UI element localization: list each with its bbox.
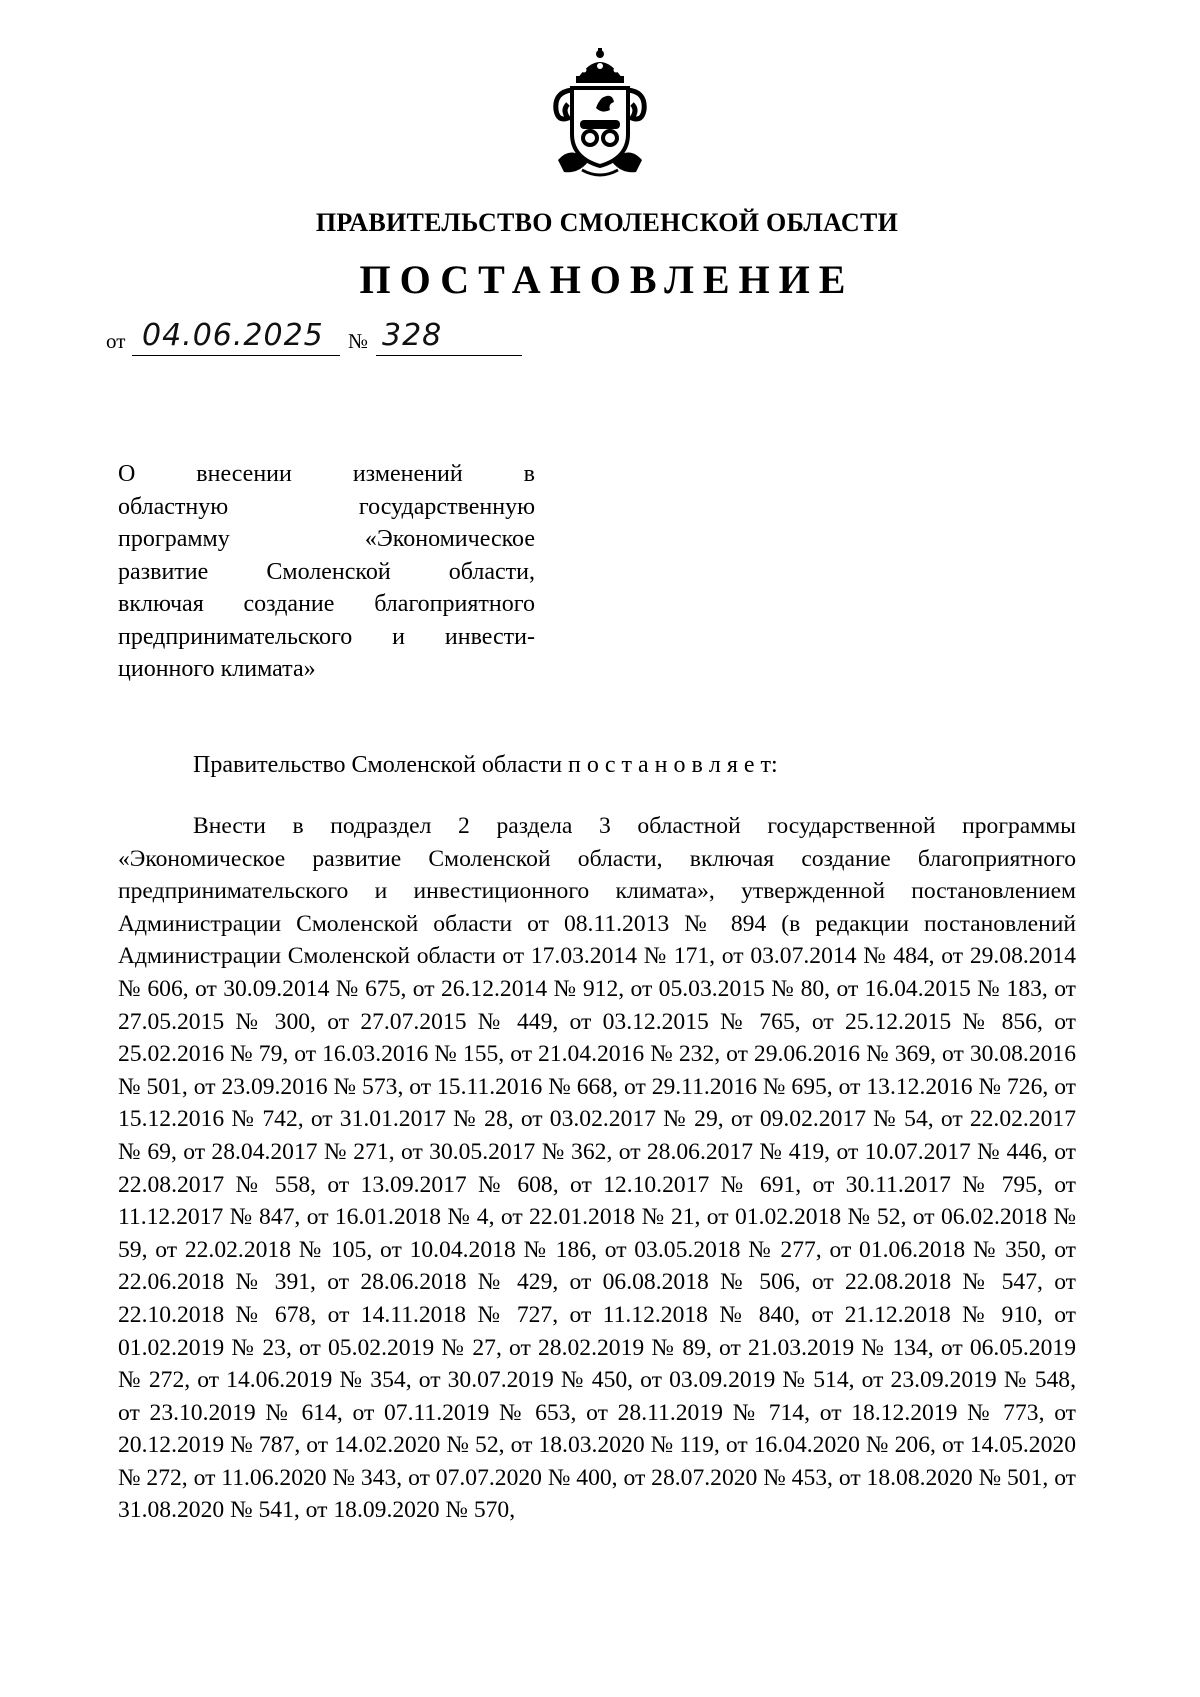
date-field bbox=[132, 315, 340, 356]
date-prefix: от bbox=[106, 329, 126, 353]
subject-line: областную государственную bbox=[118, 493, 535, 520]
document-subject bbox=[118, 458, 535, 686]
government-title: ПРАВИТЕЛЬСТВО СМОЛЕНСКОЙ ОБЛАСТИ bbox=[315, 208, 899, 237]
subject-line: предпринимательского и инвести- bbox=[118, 623, 535, 650]
subject-line: включая создание благоприятного bbox=[118, 591, 535, 617]
number-field bbox=[376, 315, 522, 356]
coat-of-arms-graphic bbox=[538, 48, 662, 180]
smolensk-region-coat-of-arms-icon bbox=[538, 48, 662, 180]
body-paragraph: Внести в подраздел 2 раздела 3 областной государственной программы «Экономическое развитие Смоленской области, включая создание благоприятного предпринимательского и инвестиционного климата», утвержденной постановлением Администрации Смоленской области от 08.11.2013 № 894 (в редакции постановлений Администрации Смоленской области от 17.03.2014 № 171, от 03.07.2014 № 484, от 29.08.2014 № 606, от 30.09.2014 № 675, от 26.12.2014 № 912, от 05.03.2015 № 80, от 16.04.2015 № 183, от 27.05.2015 № 300, от 27.07.2015 № 449, от 03.12.2015 № 765, от 25.12.2015 № 856, от 25.02.2016 № 79, от 16.03.2016 № 155, от 21.04.2016 № 232, от 29.06.2016 № 369, от 30.08.2016 № 501, от 23.09.2016 № 573, от 15.11.2016 № 668, от 29.11.2016 № 695, от 13.12.2016 № 726, от 15.12.2016 № 742, от 31.01.2017 № 28, от 03.02.2017 № 29, от 09.02.2017 № 54, от 22.02.2017 № 69, от 28.04.2017 № 271, от 30.05.2017 № 362, от 28.06.2017 № 419, от 10.07.2017 № 446, от 22.08.2017 № 558, от 13.09.2017 № 608, от 12.10.2017 № 691, от 30.11.2017 № 795, от 11.12.2017 № 847, от 16.01.2018 № 4, от 22.01.2018 № 21, от 01.02.2018 № 52, от 06.02.2018 № 59, от 22.02.2018 № 105, от 10.04.2018 № 186, от 03.05.2018 № 277, от 01.06.2018 № 350, от 22.06.2018 № 391, от 28.06.2018 № 429, от 06.08.2018 № 506, от 22.08.2018 № 547, от 22.10.2018 № 678, от 14.11.2018 № 727, от 11.12.2018 № 840, от 21.12.2018 № 910, от 01.02.2019 № 23, от 05.02.2019 № 27, от 28.02.2019 № 89, от 21.03.2019 № 134, от 06.05.2019 № 272, от 14.06.2019 № 354, от 30.07.2019 № 450, от 03.09.2019 № 514, от 23.09.2019 № 548, от 23.10.2019 № 614, от 07.11.2019 № 653, от 28.11.2019 № 714, от 18.12.2019 № 773, от 20.12.2019 № 787, от 14.02.2020 № 52, от 18.03.2020 № 119, от 16.04.2020 № 206, от 14.05.2020 № 272, от 11.06.2020 № 343, от 07.07.2020 № 400, от 28.07.2020 № 453, от 18.08.2020 № 501, от 31.08.2020 № 541, от 18.09.2020 № 570, bbox=[118, 813, 1076, 1524]
number-prefix: № bbox=[348, 329, 369, 353]
handwritten-number: 328 bbox=[382, 318, 443, 353]
subject-line: развитие Смоленской области, bbox=[118, 558, 535, 585]
preamble: Правительство Смоленской области п о с т а н о в л я е т: bbox=[193, 752, 778, 778]
subject-line: ционного климата» bbox=[118, 656, 316, 682]
subject-line: программу «Экономическое bbox=[118, 526, 535, 552]
handwritten-date: 04.06.2025 bbox=[142, 318, 324, 353]
registration-row bbox=[106, 318, 546, 362]
document-type-title: ПОСТАНОВЛЕНИЕ bbox=[359, 257, 855, 302]
subject-line: О внесении изменений в bbox=[118, 461, 535, 487]
